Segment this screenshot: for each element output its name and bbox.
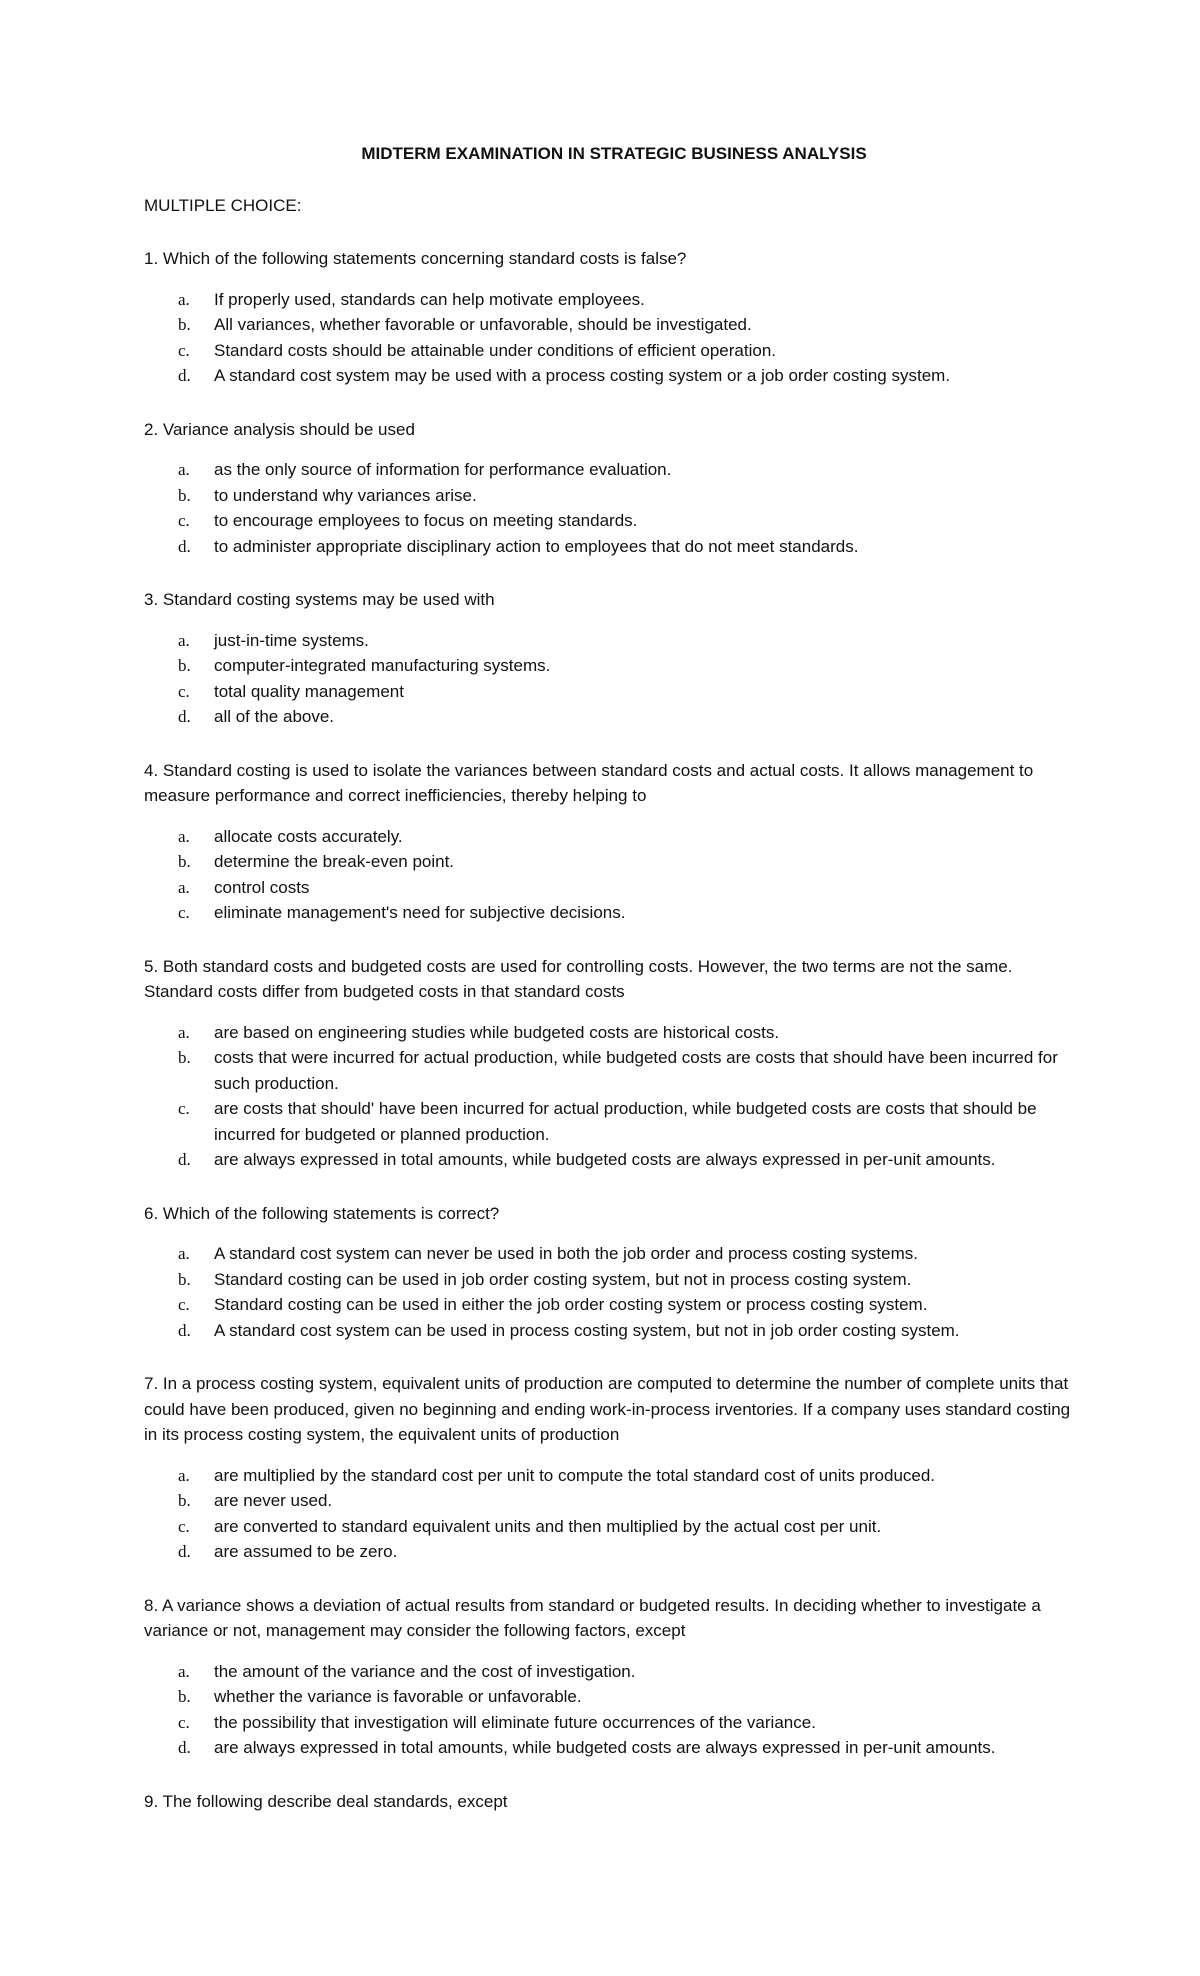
option-text: to encourage employees to focus on meeting standards. (214, 511, 638, 530)
option-text: determine the break-even point. (214, 852, 455, 871)
option-text: are assumed to be zero. (214, 1542, 398, 1561)
answer-option (144, 508, 1084, 534)
option-text: If properly used, standards can help motivate employees. (214, 289, 645, 309)
question-text: 4. Standard costing is used to isolate the variances between standard costs and actual costs. It allows management to measure performance and correct inefficiencies, thereby helping to (144, 760, 1034, 805)
question-6 (144, 1201, 1084, 1344)
answer-option (144, 338, 1084, 364)
option-letter: a. (178, 826, 190, 846)
option-text: costs that were incurred for actual production, while budgeted costs are costs that should have been incurred for such production. (214, 1048, 1058, 1093)
option-letter: b. (178, 1048, 191, 1067)
option-letter: c. (178, 681, 190, 701)
option-letter: b. (178, 656, 191, 675)
option-text: All variances, whether favorable or unfavorable, should be investigated. (214, 315, 752, 334)
document-body (144, 142, 1084, 1842)
question-list (144, 246, 1084, 1814)
option-letter: c. (178, 511, 190, 530)
option-list (144, 824, 1084, 926)
option-letter: a. (178, 630, 190, 650)
option-text: to understand why variances arise. (214, 485, 477, 505)
option-text: A standard cost system may be used with a process costing system or a job order costing system. (214, 366, 951, 385)
option-letter: c. (178, 1712, 190, 1732)
option-letter: c. (178, 1295, 190, 1314)
option-text: allocate costs accurately. (214, 826, 403, 846)
question-text: 2. Variance analysis should be used (144, 419, 415, 439)
answer-option (144, 824, 1084, 850)
option-text: computer-integrated manufacturing systems. (214, 656, 551, 675)
answer-option (144, 457, 1084, 483)
answer-option (144, 483, 1084, 509)
option-list (144, 628, 1084, 730)
option-text: to administer appropriate disciplinary action to employees that do not meet standards. (214, 536, 859, 556)
question-text: 6. Which of the following statements is correct? (144, 1203, 500, 1223)
option-text: whether the variance is favorable or unfavorable. (214, 1687, 582, 1706)
option-text: just-in-time systems. (214, 630, 369, 650)
option-letter: a. (178, 460, 190, 479)
exam-title: MIDTERM EXAMINATION IN STRATEGIC BUSINESS ANALYSIS (361, 144, 867, 163)
option-text: Standard costing can be used in job order costing system, but not in process costing system. (214, 1269, 912, 1289)
option-text: total quality management (214, 681, 404, 701)
answer-option (144, 1684, 1084, 1710)
answer-option (144, 1659, 1084, 1685)
answer-option (144, 1488, 1084, 1514)
option-letter: c. (178, 1516, 190, 1536)
option-letter: c. (178, 1099, 190, 1118)
option-text: all of the above. (214, 707, 335, 726)
option-text: control costs (214, 877, 310, 897)
option-text: are based on engineering studies while budgeted costs are historical costs. (214, 1022, 780, 1042)
answer-option (144, 1318, 1084, 1344)
section-label: MULTIPLE CHOICE: (144, 196, 302, 215)
question-2 (144, 417, 1084, 560)
option-letter: d. (178, 1320, 191, 1340)
option-text: eliminate management's need for subjective decisions. (214, 903, 626, 922)
option-letter: b. (178, 852, 191, 871)
answer-option (144, 653, 1084, 679)
option-letter: d. (178, 1738, 191, 1757)
option-letter: d. (178, 1150, 191, 1169)
question-text: 9. The following describe deal standards, except (144, 1791, 508, 1811)
answer-option (144, 900, 1084, 926)
option-text: are costs that should' have been incurred for actual production, while budgeted costs are costs that should be incurred for budgeted or planned production. (214, 1099, 1037, 1144)
option-text: as the only source of information for performance evaluation. (214, 460, 672, 479)
question-1 (144, 246, 1084, 389)
question-8 (144, 1593, 1084, 1761)
option-text: are multiplied by the standard cost per unit to compute the total standard cost of units produced. (214, 1465, 936, 1485)
option-text: the possibility that investigation will eliminate future occurrences of the variance. (214, 1712, 816, 1732)
answer-option (144, 1463, 1084, 1489)
answer-option (144, 363, 1084, 389)
option-list (144, 287, 1084, 389)
answer-option (144, 1045, 1084, 1096)
question-5 (144, 954, 1084, 1173)
answer-option (144, 628, 1084, 654)
option-text: Standard costs should be attainable under conditions of efficient operation. (214, 340, 777, 360)
option-letter: d. (178, 536, 191, 556)
answer-option (144, 534, 1084, 560)
answer-option (144, 1267, 1084, 1293)
option-letter: b. (178, 485, 191, 505)
option-text: A standard cost system can be used in process costing system, but not in job order costing system. (214, 1320, 960, 1340)
option-text: A standard cost system can never be used in both the job order and process costing systems. (214, 1244, 918, 1263)
question-text: 5. Both standard costs and budgeted costs are used for controlling costs. However, the two terms are not the same. Standard costs differ from budgeted costs in that standard costs (144, 956, 1013, 1001)
question-7 (144, 1371, 1084, 1565)
option-text: are converted to standard equivalent units and then multiplied by the actual cost per unit. (214, 1516, 882, 1536)
option-letter: b. (178, 1687, 191, 1706)
question-text: 7. In a process costing system, equivalent units of production are computed to determine the number of complete units that could have been produced, given no beginning and ending work-in-process irventories. If a company uses standard costing in its process costing system, the equivalent units of production (144, 1374, 1071, 1444)
answer-option (144, 1096, 1084, 1147)
question-text: 3. Standard costing systems may be used with (144, 590, 495, 609)
option-letter: b. (178, 315, 191, 334)
answer-option (144, 312, 1084, 338)
option-letter: d. (178, 366, 191, 385)
option-letter: d. (178, 707, 191, 726)
answer-option (144, 1539, 1084, 1565)
answer-option (144, 1292, 1084, 1318)
option-list (144, 1463, 1084, 1565)
question-3 (144, 587, 1084, 730)
option-text: are always expressed in total amounts, while budgeted costs are always expressed in per-unit amounts. (214, 1738, 996, 1757)
answer-option (144, 287, 1084, 313)
option-list (144, 1020, 1084, 1173)
answer-option (144, 1514, 1084, 1540)
answer-option (144, 1147, 1084, 1173)
option-text: are always expressed in total amounts, while budgeted costs are always expressed in per-unit amounts. (214, 1150, 996, 1169)
option-letter: c. (178, 903, 190, 922)
option-list (144, 1241, 1084, 1343)
option-list (144, 1659, 1084, 1761)
answer-option (144, 1710, 1084, 1736)
answer-option (144, 1735, 1084, 1761)
question-text: 1. Which of the following statements concerning standard costs is false? (144, 249, 687, 268)
option-text: Standard costing can be used in either the job order costing system or process costing system. (214, 1295, 928, 1314)
question-4 (144, 758, 1084, 926)
option-letter: a. (178, 1244, 190, 1263)
option-letter: b. (178, 1491, 191, 1510)
option-letter: b. (178, 1269, 191, 1289)
answer-option (144, 1241, 1084, 1267)
answer-option (144, 704, 1084, 730)
option-letter: a. (178, 877, 190, 897)
question-9 (144, 1789, 1084, 1815)
answer-option (144, 849, 1084, 875)
answer-option (144, 875, 1084, 901)
option-letter: a. (178, 289, 190, 309)
option-letter: a. (178, 1465, 190, 1485)
option-list (144, 457, 1084, 559)
answer-option (144, 1020, 1084, 1046)
option-text: are never used. (214, 1491, 333, 1510)
option-letter: a. (178, 1022, 190, 1042)
answer-option (144, 679, 1084, 705)
question-text: 8. A variance shows a deviation of actual results from standard or budgeted results. In deciding whether to investigate a variance or not, management may consider the following factors, except (144, 1595, 1041, 1640)
option-text: the amount of the variance and the cost of investigation. (214, 1661, 636, 1681)
option-letter: a. (178, 1661, 190, 1681)
option-letter: d. (178, 1542, 191, 1561)
option-letter: c. (178, 340, 190, 360)
